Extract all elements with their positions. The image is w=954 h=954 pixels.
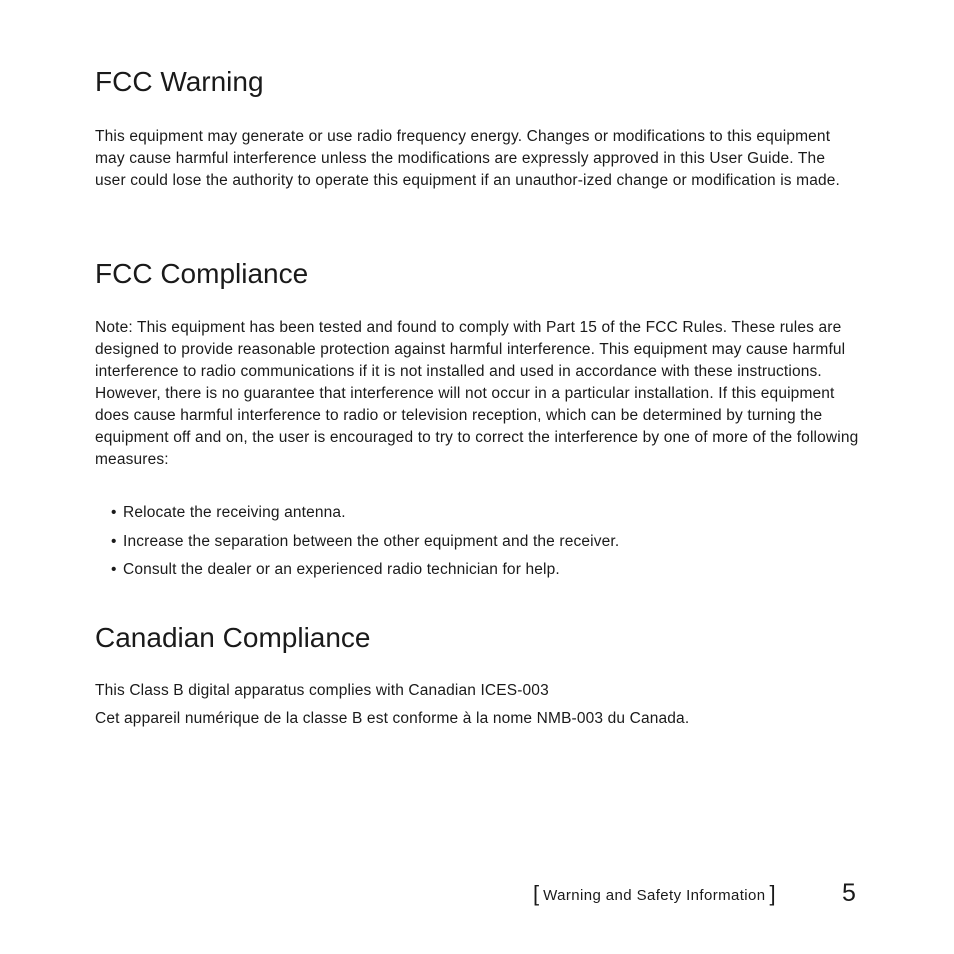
list-item [111,559,619,588]
bullet-text: Relocate the receiving antenna. [123,504,346,521]
bullet-icon: • [111,532,117,550]
bullet-icon: • [111,504,117,521]
list-item [111,502,619,531]
fcc-warning-heading: FCC Warning [95,66,264,97]
bullet-text: Increase the separation between the other equipment and the receiver. [123,532,620,550]
list-item [111,531,619,560]
bullet-text: Consult the dealer or an experienced radio technician for help. [123,561,560,578]
fcc-warning-body: This equipment may generate or use radio frequency energy. Changes or modifications to this equipment may cause harmful interference unless the modifications are expressly approved in this User Guide. The user could lose the authority to operate this equipment if an unauthor-ized change or modification is made. [95,128,840,189]
footer-section-label: Warning and Safety Information [543,887,766,904]
canadian-compliance-heading: Canadian Compliance [95,622,371,653]
footer-close-bracket: ] [769,881,776,906]
fcc-compliance-heading: FCC Compliance [95,258,309,289]
running-footer [533,878,776,912]
canadian-compliance-french: Cet appareil numérique de la classe B est conforme à la nome NMB-003 du Canada. [95,710,690,727]
fcc-compliance-body: Note: This equipment has been tested and found to comply with Part 15 of the FCC Rules. These rules are designed to provide reasonable protection against harmful interference. This equipment may cause harmful interference to radio communications if it is not installed and used in accordance with these instructions. However, there is no guarantee that interference will not occur in a particular installation. If this equipment does cause harmful interference to radio or television reception, which can be determined by turning the equipment off and on, the user is encouraged to try to correct the interference by one of more of the following measures: [95,319,859,468]
page-number: 5 [842,879,856,907]
bullet-icon: • [111,561,117,578]
footer-open-bracket: [ [533,881,540,906]
fcc-measures-list [111,502,619,588]
canadian-compliance-english: This Class B digital apparatus complies with Canadian ICES-003 [95,682,549,699]
